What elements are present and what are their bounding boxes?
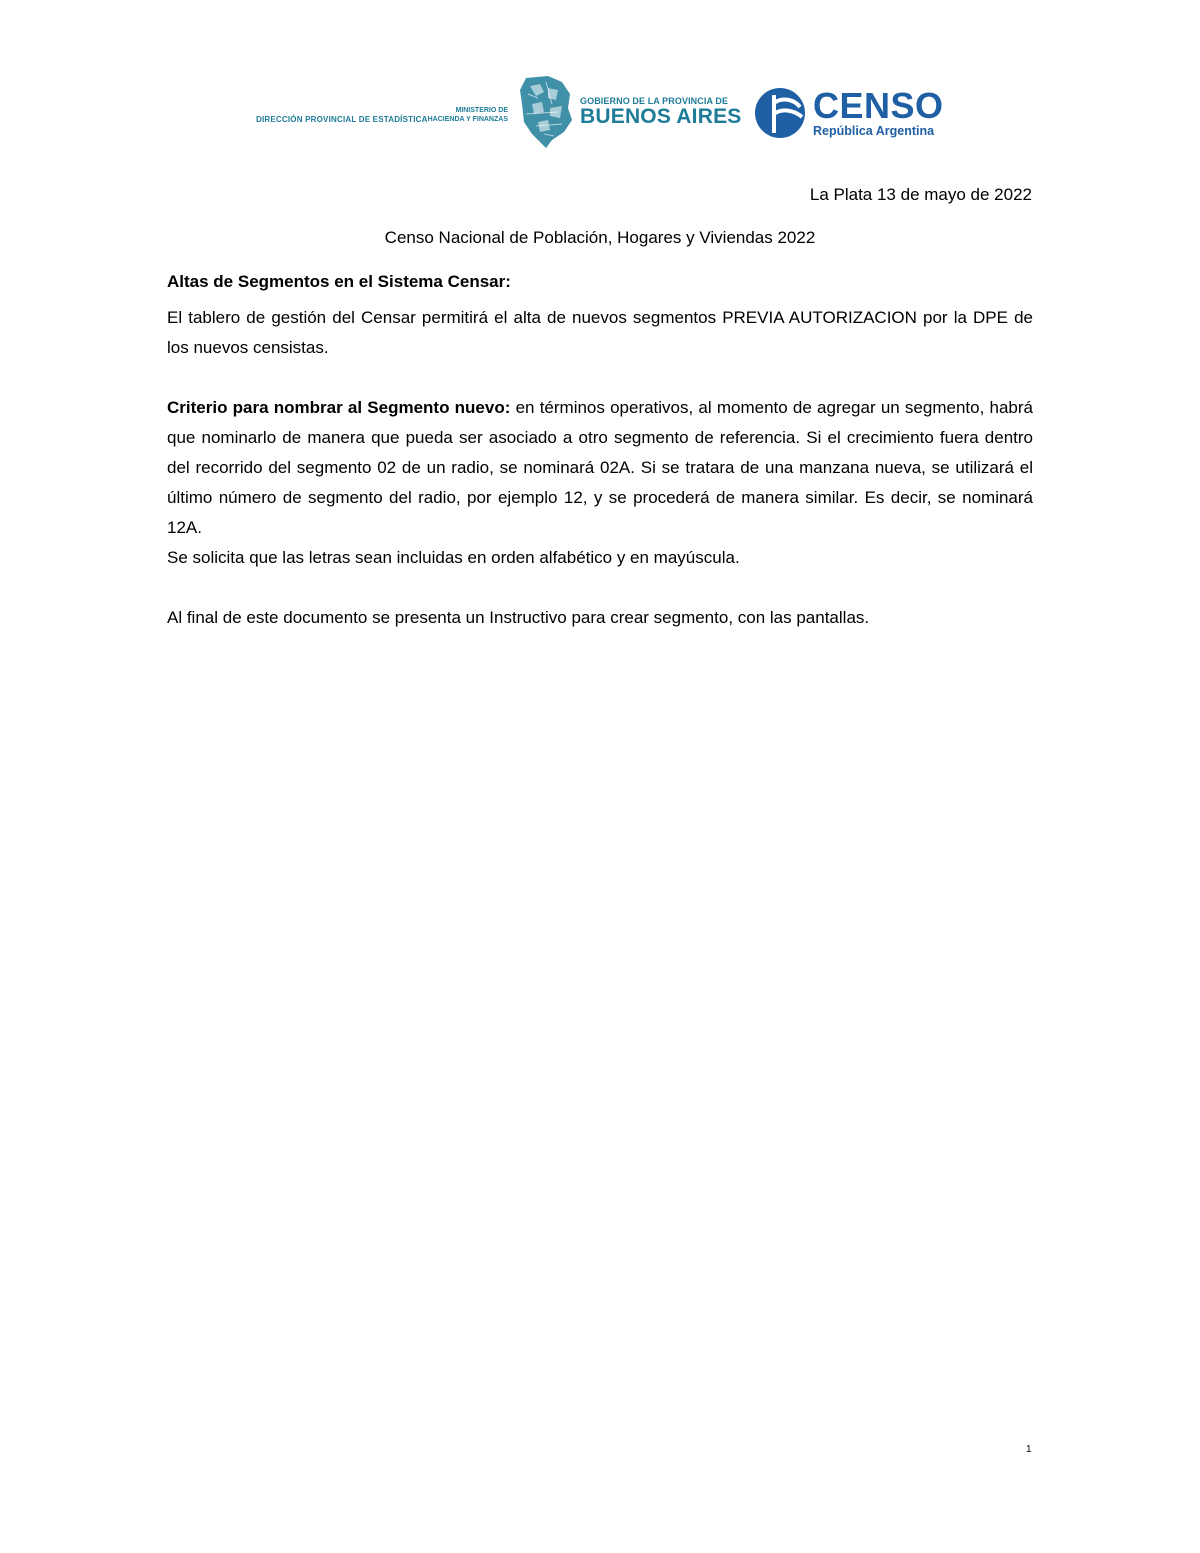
censo-logo-icon bbox=[754, 87, 806, 139]
criterio-label: Criterio para nombrar al Segmento nuevo: bbox=[167, 398, 511, 417]
buenos-aires-logo-text bbox=[580, 96, 741, 128]
paragraph-criterio bbox=[167, 393, 1033, 543]
censo-logo-text bbox=[813, 85, 944, 138]
section-heading: Altas de Segmentos en el Sistema Censar: bbox=[167, 272, 511, 291]
document-date: La Plata 13 de mayo de 2022 bbox=[809, 185, 1032, 204]
paragraph-instructivo: Al final de este documento se presenta un Instructivo para crear segmento, con las pantallas. bbox=[167, 608, 870, 627]
page-number: 1 bbox=[1026, 1444, 1032, 1455]
pba-main-text: BUENOS AIRES bbox=[580, 105, 742, 128]
ministerio-line-2: HACIENDA Y FINANZAS bbox=[427, 116, 508, 123]
ministerio-logo-text bbox=[418, 106, 508, 124]
paragraph-letters: Se solicita que las letras sean incluidas en orden alfabético y en mayúscula. bbox=[167, 548, 740, 567]
criterio-text: en términos operativos, al momento de agregar un segmento, habrá que nominarlo de manera que pueda ser asociado a otro segmento de referencia. Si el crecimiento fuera dentro del recorrido del segmento 02 de un radio, se nominará 02A. Si se tratara de una manzana nueva, se utilizará el último número de segmento del radio, por ejemplo 12, y se procederá de manera similar. Es decir, se nominará 12A. bbox=[167, 398, 1033, 537]
pba-top-text: GOBIERNO DE LA PROVINCIA DE bbox=[580, 96, 729, 106]
paragraph-authorization: El tablero de gestión del Censar permitirá el alta de nuevos segmentos PREVIA AUTORIZACION por la DPE de los nuevos censistas. bbox=[167, 308, 1033, 357]
ministerio-line-1: MINISTERIO DE bbox=[455, 107, 508, 114]
censo-sub-text: República Argentina bbox=[813, 124, 935, 138]
censo-main-text: CENSO bbox=[813, 85, 944, 126]
buenos-aires-map-icon bbox=[518, 74, 574, 150]
header-logos bbox=[250, 72, 970, 154]
document-title: Censo Nacional de Población, Hogares y Viviendas 2022 bbox=[384, 228, 816, 247]
dpe-logo-text: DIRECCIÓN PROVINCIAL DE ESTADÍSTICA bbox=[256, 115, 428, 124]
